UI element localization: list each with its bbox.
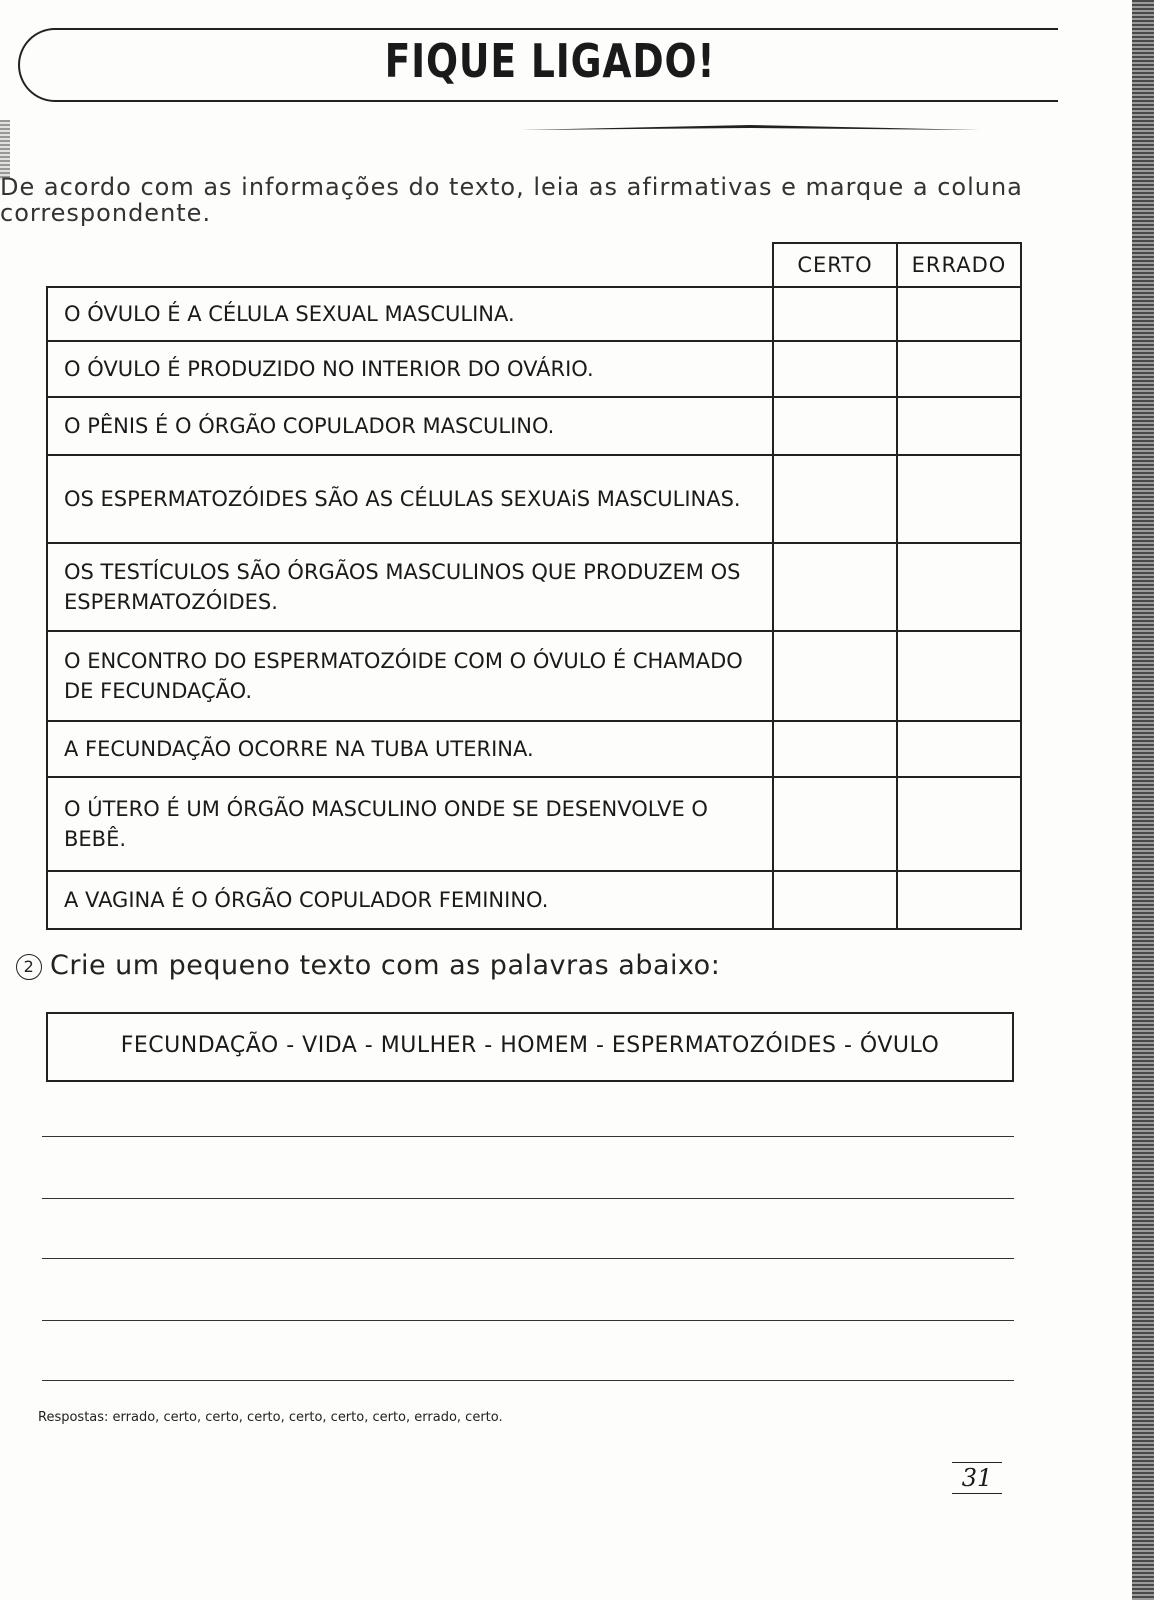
- table-row: [47, 543, 1021, 631]
- certo-checkbox-cell[interactable]: [773, 455, 897, 543]
- instruction-text: De acordo com as informações do texto, leia as afirmativas e marque a coluna correspondente.: [0, 173, 1023, 227]
- errado-checkbox-cell[interactable]: [897, 631, 1021, 721]
- certo-checkbox-cell[interactable]: [773, 341, 897, 397]
- statement-text: O ENCONTRO DO ESPERMATOZÓIDE COM O ÓVULO É CHAMADO DE FECUNDAÇÃO.: [47, 631, 773, 721]
- writing-line[interactable]: [42, 1198, 1014, 1199]
- question-number-badge: 2: [16, 954, 42, 980]
- table-row: [47, 721, 1021, 777]
- certo-checkbox-cell[interactable]: [773, 721, 897, 777]
- certo-checkbox-cell[interactable]: [773, 397, 897, 455]
- writing-line[interactable]: [42, 1258, 1014, 1259]
- writing-line[interactable]: [42, 1320, 1014, 1321]
- errado-checkbox-cell[interactable]: [897, 777, 1021, 871]
- errado-checkbox-cell[interactable]: [897, 871, 1021, 929]
- true-false-table: [46, 242, 1022, 930]
- page-number: 31: [952, 1462, 1002, 1494]
- table-row: [47, 871, 1021, 929]
- table-row: [47, 287, 1021, 341]
- errado-checkbox-cell[interactable]: [897, 397, 1021, 455]
- certo-checkbox-cell[interactable]: [773, 543, 897, 631]
- writing-line[interactable]: [42, 1380, 1014, 1381]
- scan-edge-left-artifact: [0, 120, 10, 180]
- scan-edge-artifact: [1132, 0, 1154, 1600]
- errado-checkbox-cell[interactable]: [897, 721, 1021, 777]
- statement-text: A VAGINA É O ÓRGÃO COPULADOR FEMININO.: [47, 871, 773, 929]
- certo-checkbox-cell[interactable]: [773, 631, 897, 721]
- question-2-text: Crie um pequeno texto com as palavras abaixo:: [50, 950, 721, 981]
- header-errado: ERRADO: [897, 243, 1021, 287]
- errado-checkbox-cell[interactable]: [897, 455, 1021, 543]
- table-header-row: [47, 243, 1021, 287]
- table-row: [47, 455, 1021, 543]
- true-false-table-wrapper: [46, 242, 1022, 930]
- title-underline-swoosh: [520, 124, 980, 132]
- table-row: [47, 341, 1021, 397]
- page-title: FIQUE LIGADO!: [384, 34, 716, 88]
- table-row: [47, 397, 1021, 455]
- statement-text: OS ESPERMATOZÓIDES SÃO AS CÉLULAS SEXUAiS MASCULINAS.: [47, 455, 773, 543]
- certo-checkbox-cell[interactable]: [773, 777, 897, 871]
- header-blank: [47, 243, 773, 287]
- errado-checkbox-cell[interactable]: [897, 341, 1021, 397]
- statement-text: OS TESTÍCULOS SÃO ÓRGÃOS MASCULINOS QUE PRODUZEM OS ESPERMATOZÓIDES.: [47, 543, 773, 631]
- statement-text: O ÓVULO É A CÉLULA SEXUAL MASCULINA.: [47, 287, 773, 341]
- answer-key: Respostas: errado, certo, certo, certo, certo, certo, certo, errado, certo.: [38, 1410, 503, 1425]
- header-certo: CERTO: [773, 243, 897, 287]
- word-list-box: FECUNDAÇÃO - VIDA - MULHER - HOMEM - ESPERMATOZÓIDES - ÓVULO: [46, 1012, 1014, 1082]
- writing-line[interactable]: [42, 1136, 1014, 1137]
- table-row: [47, 777, 1021, 871]
- errado-checkbox-cell[interactable]: [897, 543, 1021, 631]
- certo-checkbox-cell[interactable]: [773, 871, 897, 929]
- question-2-prompt: [16, 950, 720, 981]
- statement-text: O PÊNIS É O ÓRGÃO COPULADOR MASCULINO.: [47, 397, 773, 455]
- statement-text: A FECUNDAÇÃO OCORRE NA TUBA UTERINA.: [47, 721, 773, 777]
- table-row: [47, 631, 1021, 721]
- certo-checkbox-cell[interactable]: [773, 287, 897, 341]
- statement-text: O ÓVULO É PRODUZIDO NO INTERIOR DO OVÁRIO.: [47, 341, 773, 397]
- statement-text: O ÚTERO É UM ÓRGÃO MASCULINO ONDE SE DESENVOLVE O BEBÊ.: [47, 777, 773, 871]
- errado-checkbox-cell[interactable]: [897, 287, 1021, 341]
